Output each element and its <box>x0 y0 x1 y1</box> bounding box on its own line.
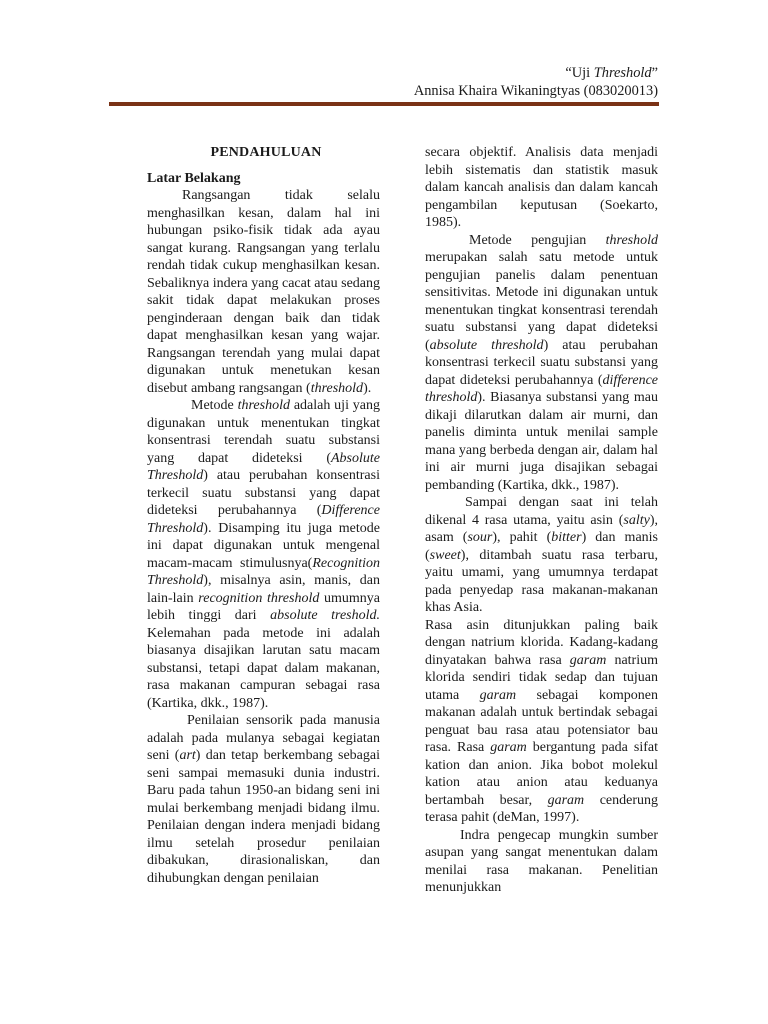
italic-text: garam <box>490 740 527 755</box>
text: sebagai komponen makanan adalah untuk bertindak sebagai penguat bau rasa atau potensiator bau rasa. Rasa <box>425 687 658 755</box>
text: Sampai dengan saat ini telah dikenal 4 rasa utama, yaitu asin ( <box>425 495 658 528</box>
header-title-quote-open: “Uji <box>565 65 594 81</box>
italic-text: Absolute Threshold <box>147 450 380 483</box>
text: ) dan tetap berkembang sebagai seni sampai memasuki dunia industri. Baru pada tahun 1950-an bidang seni ini mulai berkembang menjadi bidang ilmu. Penilaian dengan indera menjadi bidang ilmu setelah prosedur penilaian dibakukan, dirasionaliskan, dan dihubungkan dengan penilaian <box>147 748 380 886</box>
text: Kelemahan pada metode ini adalah biasanya disajikan larutan satu macam substansi, tetapi dapat dalam makanan, rasa makanan campuran sebagai rasa (Kartika, dkk., 1987). <box>147 625 380 711</box>
left-column <box>147 144 380 887</box>
header-title <box>414 64 658 82</box>
header-title-italic: Threshold <box>593 65 652 81</box>
paragraph <box>147 712 380 887</box>
italic-text: salty <box>623 512 650 528</box>
section-title: PENDAHULUAN <box>210 145 322 160</box>
italic-text: Recognition Threshold <box>147 555 380 588</box>
italic-text: Difference Threshold <box>147 503 380 536</box>
italic-text: art <box>179 748 196 763</box>
italic-text: bitter <box>551 530 582 545</box>
text: ), ditambah suatu rasa terbaru, yaitu umami, yang umumnya terdapat pada penyedap rasa makanan-makanan khas Asia. <box>425 547 658 615</box>
italic-text: threshold <box>310 380 364 396</box>
text: ) atau perubahan konsentrasi terkecil suatu substansi yang dapat dideteksi perubahannya ( <box>425 337 658 388</box>
italic-text: difference threshold <box>425 372 658 405</box>
paragraph: secara objektif. Analisis data menjadi lebih sistematis dan statistik masuk dalam kancah analisis dan dalam kancah pengambilan keputusan (Soekarto, 1985). <box>425 145 658 230</box>
paragraph <box>425 232 658 495</box>
text: ). Disamping itu juga metode ini dapat digunakan untuk mengenal macam-macam stimulusnya( <box>147 520 380 571</box>
italic-text: garam <box>479 687 517 703</box>
header-divider <box>109 102 659 106</box>
italic-text: recognition threshold <box>198 590 320 606</box>
italic-text: sour <box>467 530 493 545</box>
text: ) dan manis ( <box>425 530 658 563</box>
header-title-quote-close: ” <box>651 65 658 81</box>
text: Rangsangan tidak selalu menghasilkan kesan, dalam hal ini hubungan psiko-fisik tidak ada ayau sangat kurang. Rangsangan yang terlalu rendah tidak cukup menghasilkan kesan. Sebaliknya indera yang cacat atau sedang sakit tidak dapat melakukan proses penginderaan dengan baik dan tidak dapat menghasilkan kesan yang wajar. Rangsangan terendah yang mulai dapat digunakan untuk menetukan kesan disebut ambang rangsangan ( <box>147 188 380 396</box>
italic-text: sweet <box>429 547 461 563</box>
text: ). <box>363 380 372 396</box>
paragraph <box>425 617 658 827</box>
italic-text: absolute treshold. <box>270 608 380 623</box>
header-author: Annisa Khaira Wikaningtyas (083020013) <box>413 83 658 99</box>
page-header <box>414 64 658 100</box>
italic-text: threshold <box>605 232 658 248</box>
text: cenderung terasa pahit (deMan, 1997). <box>425 792 658 825</box>
text: natrium klorida sendiri tidak sedap dan tujuan utama <box>425 652 659 703</box>
text: umumnya lebih tinggi dari <box>147 590 380 623</box>
text: adalah uji yang digunakan untuk menentukan tingkat konsentrasi terendah suatu substansi yang dapat dideteksi ( <box>147 398 381 466</box>
italic-text: absolute threshold <box>429 337 544 353</box>
paragraph <box>147 187 380 397</box>
subheading: Latar Belakang <box>147 170 241 186</box>
paragraph <box>425 494 658 617</box>
italic-text: garam <box>569 652 607 668</box>
paragraph: Indra pengecap mungkin sumber asupan yang sangat menentukan dalam menilai rasa makanan. Penelitian menunjukkan <box>425 827 658 895</box>
italic-text: garam <box>547 792 585 808</box>
paragraph <box>147 397 380 712</box>
text: Penilaian sensorik pada manusia adalah pada mulanya sebagai kegiatan seni ( <box>147 713 380 763</box>
right-column <box>425 144 658 897</box>
text: Rasa asin ditunjukkan paling baik dengan natrium klorida. Kadang-kadang dinyatakan bahwa rasa <box>425 617 658 668</box>
text: ), asam ( <box>425 512 658 545</box>
text: bergantung pada sifat kation dan anion. Jika bobot molekul kation atau anion atau keduanya bertambah besar, <box>425 740 658 808</box>
text: ), pahit ( <box>492 530 552 545</box>
text: Metode <box>191 398 238 413</box>
text: ) atau perubahan konsentrasi terkecil suatu substansi yang dapat dideteksi perubahannya ( <box>147 468 380 518</box>
text: Metode pengujian <box>469 232 606 248</box>
italic-text: threshold <box>237 398 290 413</box>
text: ). Biasanya substansi yang mau dikaji dilarutkan dalam air murni, dan panelis diminta untuk menilai sample mana yang berbeda dengan air, dalam hal ini air murni juga disajikan sebagai pembanding (Kartika, dkk., 1987). <box>425 390 658 493</box>
text: ), misalnya asin, manis, dan lain-lain <box>147 573 380 606</box>
text: merupakan salah satu metode untuk pengujian panelis dalam penentuan sensitivitas. Metode ini digunakan untuk menentukan tingkat konsentrasi terendah suatu substansi yang dapat dideteksi ( <box>425 250 658 353</box>
